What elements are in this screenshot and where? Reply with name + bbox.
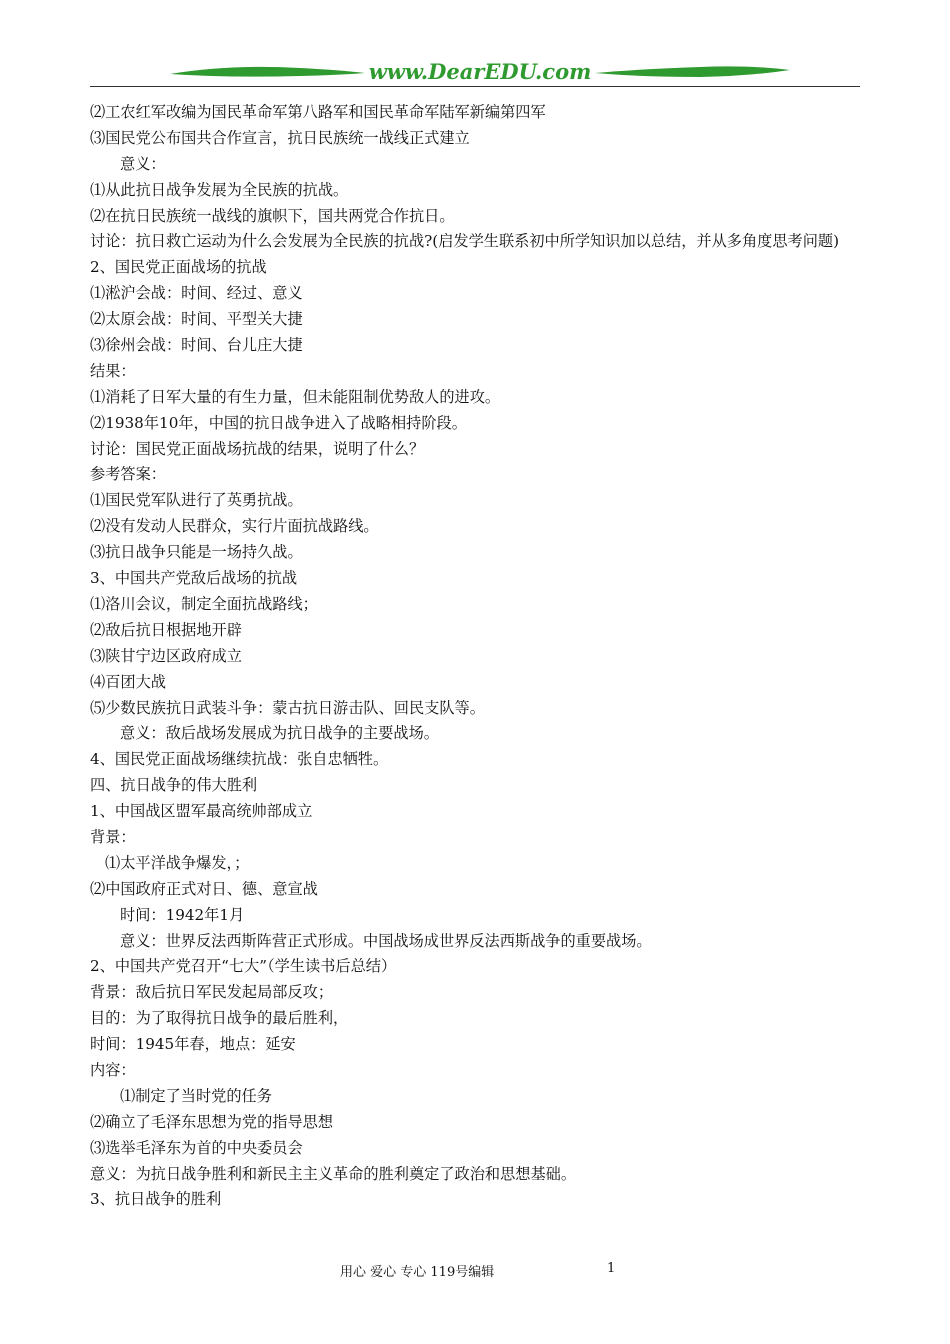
text-line: 背景：敌后抗日军民发起局部反攻； [90,983,333,1002]
text-line: ⑵工农红军改编为国民革命军第八路军和国民革命军陆军新编第四军 [90,103,546,121]
text-line: ⑵确立了毛泽东思想为党的指导思想 [90,1112,333,1131]
text-line: ⑶陕甘宁边区政府成立 [90,646,242,665]
section-heading: 3、抗日战争的胜利 [90,1190,222,1209]
text-line: 目的：为了取得抗日战争的最后胜利， [90,1009,349,1028]
text-line: 意义： [120,154,166,173]
section-heading: 2、中国共产党召开“七大”（学生读书后总结） [90,957,397,976]
section-heading: 4、国民党正面战场继续抗战：张自忠牺牲。 [90,750,389,769]
text-paragraph: 讨论：抗日救亡运动为什么会发展为全民族的抗战?(启发学生联系初中所学知识加以总结，并从多角度思考问题) [90,232,839,251]
logo-swoosh-icon [170,58,790,86]
text-line: 意义：世界反法西斯阵营正式形成。中国战场成世界反法西斯战争的重要战场。 [120,931,652,950]
text-line: ⑶选举毛泽东为首的中央委员会 [90,1138,303,1157]
section-heading: 四、抗日战争的伟大胜利 [90,776,258,795]
text-line: 时间：1945年春，地点：延安 [90,1035,296,1054]
footer-text: 用心 爱心 专心 119号编辑 [340,1265,495,1280]
logo-text: www.DearEDU.com [368,59,592,84]
text-line: ⑵太原会战：时间、平型关大捷 [90,310,303,329]
section-heading: 3、中国共产党敌后战场的抗战 [90,569,298,588]
page-header [90,58,860,90]
text-line: 参考答案： [90,465,166,484]
text-line: ⑶徐州会战：时间、台儿庄大捷 [90,336,303,355]
text-line: ⑵没有发动人民群众，实行片面抗战路线。 [90,517,379,536]
text-line: ⑴淞沪会战：时间、经过、意义 [90,284,303,303]
text-line: ⑶抗日战争只能是一场持久战。 [90,543,303,562]
section-heading: 1、中国战区盟军最高统帅部成立 [90,802,313,821]
text-line: 意义：为抗日战争胜利和新民主主义革命的胜利奠定了政治和思想基础。 [90,1164,576,1183]
page-footer [0,1261,950,1281]
page-number: 1 [607,1261,616,1276]
text-line: ⑵1938年10年，中国的抗日战争进入了战略相持阶段。 [90,413,467,432]
text-line: ⑴国民党军队进行了英勇抗战。 [90,491,303,510]
text-line: ⑴消耗了日军大量的有生力量，但未能阻制优势敌人的进攻。 [90,387,501,406]
text-line: ⑴太平洋战争爆发，； [105,853,250,872]
text-line: ⑴制定了当时党的任务 [120,1086,272,1105]
text-line: 讨论：国民党正面战场抗战的结果，说明了什么？ [90,439,425,458]
section-heading: 2、国民党正面战场的抗战 [90,258,267,277]
text-line: ⑶国民党公布国共合作宣言，抗日民族统一战线正式建立 [90,128,470,147]
text-line: ⑸少数民族抗日武装斗争：蒙古抗日游击队、回民支队等。 [90,698,485,717]
text-line: ⑵敌后抗日根据地开辟 [90,620,242,639]
text-line: ⑴洛川会议，制定全面抗战路线； [90,594,318,613]
text-line: 结果： [90,361,136,380]
text-line: ⑵在抗日民族统一战线的旗帜下，国共两党合作抗日。 [90,206,455,225]
dearedu-logo [170,58,790,86]
text-line: ⑵中国政府正式对日、德、意宣战 [90,879,318,898]
text-line: ⑴从此抗日战争发展为全民族的抗战。 [90,180,349,199]
header-rule [90,86,860,87]
document-body [90,100,860,1213]
text-line: 意义：敌后战场发展成为抗日战争的主要战场。 [120,724,439,743]
text-line: 内容： [90,1060,136,1079]
text-line: 背景： [90,827,136,846]
text-line: 时间：1942年1月 [120,905,245,924]
text-line: ⑷百团大战 [90,672,166,691]
